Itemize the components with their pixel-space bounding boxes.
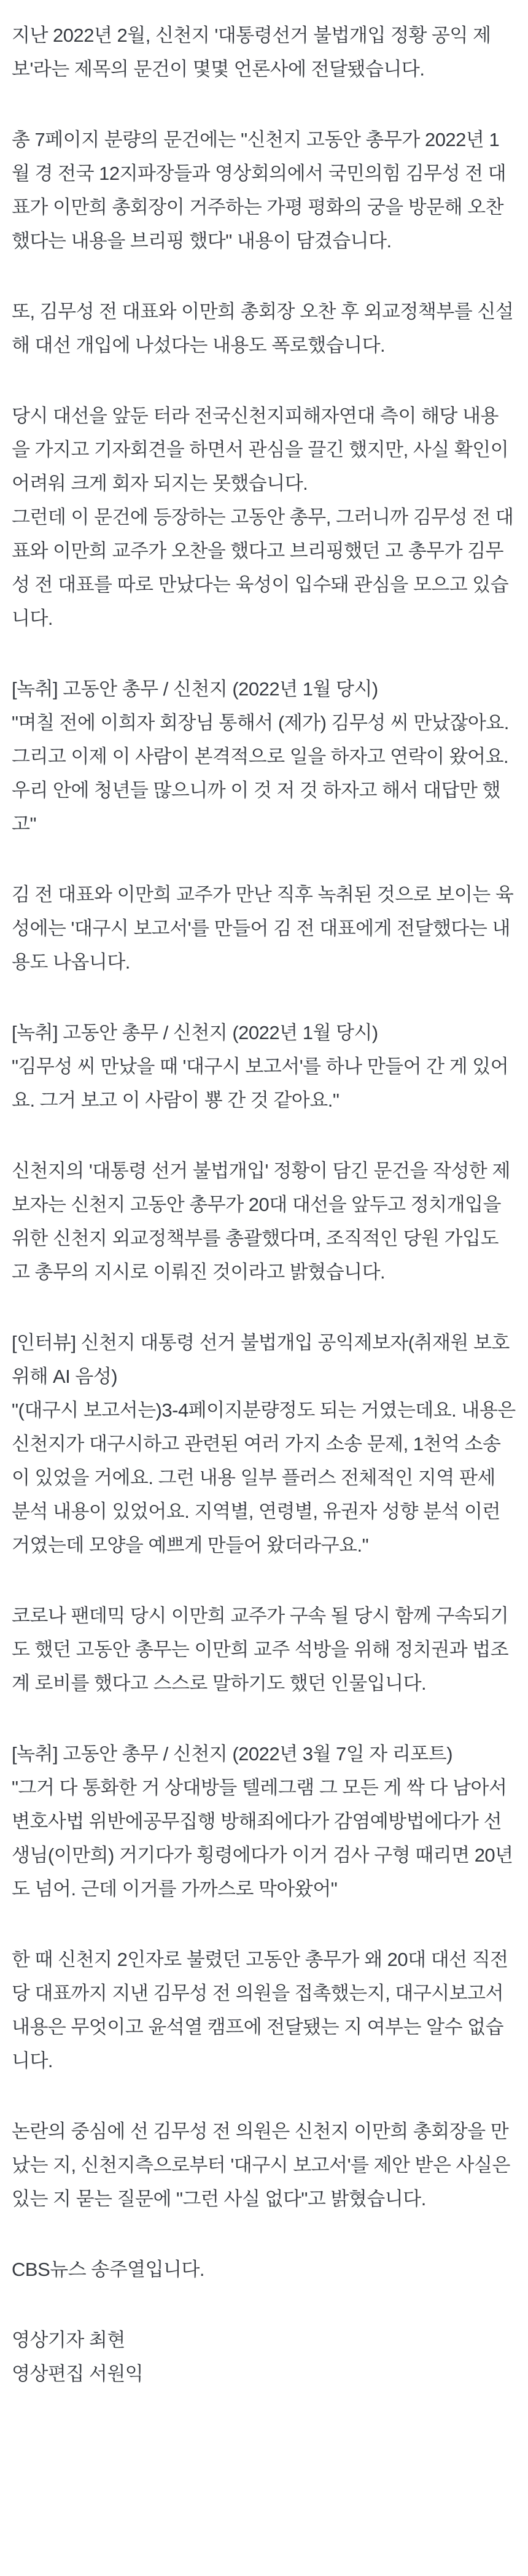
news-transcript xyxy=(12,18,516,2391)
quote-block xyxy=(12,1016,516,1117)
quote-block xyxy=(12,672,516,841)
quote-attribution: [녹취] 고동안 총무 / 신천지 (2022년 3월 7일 자 리포트) xyxy=(12,1743,453,1765)
paragraph-block xyxy=(12,2114,516,2216)
paragraph-block xyxy=(12,1599,516,1700)
quote-attribution: [녹취] 고동안 총무 / 신천지 (2022년 1월 당시) xyxy=(12,678,378,700)
credit-video-journalist: 영상기자 최현 xyxy=(12,2329,125,2351)
interview-block xyxy=(12,1326,516,1562)
paragraph-block xyxy=(12,399,516,635)
paragraph-block xyxy=(12,18,516,86)
interview-text: "(대구시 보고서는)3-4페이지분량정도 되는 거였는데요. 내용은 신천지가 대구시하고 관련된 여러 가지 소송 문제, 1천억 소송이 있었을 거에요. 그런 내용 일부 플러스 전체적인 지역 판세 분석 내용이 있었어요. 지역별, 연령별, 유권자 성향 분석 이런 거였는데 모양을 예쁘게 만들어 왔더라구요." xyxy=(12,1399,516,1556)
paragraph-block xyxy=(12,295,516,362)
paragraph: 김 전 대표와 이만희 교주가 만난 직후 녹취된 것으로 보이는 육성에는 '대구시 보고서'를 만들어 김 전 대표에게 전달했다는 내용도 나옵니다. xyxy=(12,884,514,973)
credit-video-editor: 영상편집 서원익 xyxy=(12,2363,144,2385)
quote-attribution: [녹취] 고동안 총무 / 신천지 (2022년 1월 당시) xyxy=(12,1022,378,1043)
paragraph: 신천지의 '대통령 선거 불법개입' 정황이 담긴 문건을 작성한 제보자는 신천지 고동안 총무가 20대 대선을 앞두고 정치개입을 위한 신천지 외교정책부를 총괄했다며, 조직적인 당원 가입도 고 총무의 지시로 이뤄진 것이라고 밝혔습니다. xyxy=(12,1160,510,1283)
paragraph-block xyxy=(12,878,516,979)
paragraph-block xyxy=(12,123,516,258)
quote-text: "며칠 전에 이희자 회장님 통해서 (제가) 김무성 씨 만났잖아요. 그리고 이제 이 사람이 본격적으로 일을 하자고 연락이 왔어요. 우리 안에 청년들 많으니까 이 것 저 것 하자고 해서 대답만 했고" xyxy=(12,712,509,835)
paragraph: 지난 2022년 2월, 신천지 '대통령선거 불법개입 정황 공익 제보'라는 제목의 문건이 몇몇 언론사에 전달됐습니다. xyxy=(12,25,491,80)
quote-text: "그거 다 통화한 거 상대방들 텔레그램 그 모든 게 싹 다 남아서 변호사법 위반에공무집행 방해죄에다가 감염예방법에다가 선생님(이만희) 거기다가 횡령에다가 이거 검사 구형 때리면 20년도 넘어. 근데 이거를 가까스로 막아왔어" xyxy=(12,1777,513,1900)
paragraph-block xyxy=(12,1154,516,1289)
paragraph: 그런데 이 문건에 등장하는 고동안 총무, 그러니까 김무성 전 대표와 이만희 교주가 오찬을 했다고 브리핑했던 고 총무가 김무성 전 대표를 따로 만났다는 육성이 입수돼 관심을 모으고 있습니다. xyxy=(12,506,514,629)
reporter-signoff xyxy=(12,2253,516,2286)
paragraph: 당시 대선을 앞둔 터라 전국신천지피해자연대 측이 해당 내용을 가지고 기자회견을 하면서 관심을 끌긴 했지만, 사실 확인이 어려워 크게 회자 되지는 못했습니다. xyxy=(12,405,509,494)
paragraph: 총 7페이지 분량의 문건에는 "신천지 고동안 총무가 2022년 1월 경 전국 12지파장들과 영상회의에서 국민의힘 김무성 전 대표가 이만희 총회장이 거주하는 가평 평화의 궁을 방문해 오찬했다는 내용을 브리핑 했다" 내용이 담겼습니다. xyxy=(12,129,507,252)
credits-block xyxy=(12,2323,516,2391)
paragraph: 또, 김무성 전 대표와 이만희 총회장 오찬 후 외교정책부를 신설해 대선 개입에 나섰다는 내용도 폭로했습니다. xyxy=(12,301,514,356)
paragraph-block xyxy=(12,1943,516,2078)
paragraph: 한 때 신천지 2인자로 불렸던 고동안 총무가 왜 20대 대선 직전 당 대표까지 지낸 김무성 전 의원을 접촉했는지, 대구시보고서 내용은 무엇이고 윤석열 캠프에 전달됐는 지 여부는 알수 없습니다. xyxy=(12,1949,508,2071)
paragraph: 논란의 중심에 선 김무성 전 의원은 신천지 이만희 총회장을 만났는 지, 신천지측으로부터 '대구시 보고서'를 제안 받은 사실은 있는 지 묻는 질문에 "그런 사실 없다"고 밝혔습니다. xyxy=(12,2121,510,2210)
paragraph: 코로나 팬데믹 당시 이만희 교주가 구속 될 당시 함께 구속되기도 했던 고동안 총무는 이만희 교주 석방을 위해 정치권과 법조계 로비를 했다고 스스로 말하기도 했던 인물입니다. xyxy=(12,1605,509,1694)
quote-text: "김무성 씨 만났을 때 '대구시 보고서'를 하나 만들어 간 게 있어요. 그거 보고 이 사람이 뿅 간 것 같아요." xyxy=(12,1056,509,1111)
paragraph: CBS뉴스 송주열입니다. xyxy=(12,2259,205,2280)
quote-block xyxy=(12,1737,516,1906)
interview-attribution: [인터뷰] 신천지 대통령 선거 불법개입 공익제보자(취재원 보호 위해 AI 음성) xyxy=(12,1332,510,1387)
